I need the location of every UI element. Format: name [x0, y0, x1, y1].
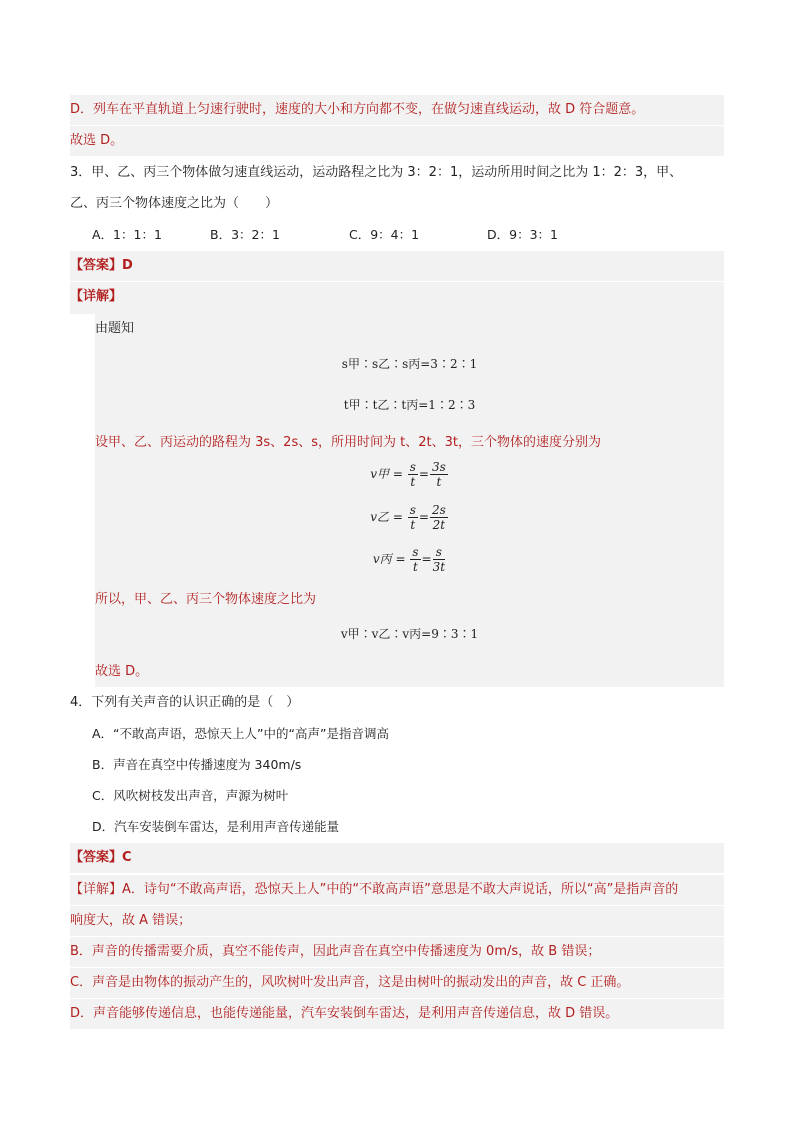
q3-v1-equation: v甲 = $\frac{s}{t}$ = $\frac{3s}{t}$ — [370, 460, 446, 489]
prev-conclusion: 故选 D。 — [70, 126, 724, 156]
q4-detail-b: B．声音的传播需要介质，真空不能传声，因此声音在真空中传播速度为 0m/s，故 B 错误； — [70, 937, 724, 967]
q3-v1-rhs-fraction: $\frac{3s}{t}$ — [431, 460, 446, 489]
q3-option-d: D．9：3：1 — [487, 227, 558, 242]
q3-v3-lhs: v丙 — [372, 552, 392, 566]
q4-option-a: A．“不敢高声语，恐惊天上人”中的“高声”是指音调高 — [92, 726, 389, 741]
q3-stem-line1: 3．甲、乙、丙三个物体做匀速直线运动，运动路程之比为 3：2：1，运动所用时间之比为 1：2：3，甲、 — [70, 165, 683, 180]
q4-detail-line2: 响度大，故 A 错误； — [70, 906, 724, 936]
q3-option-a: A．1：1：1 — [92, 227, 162, 242]
q3-answer: 【答案】D — [70, 251, 724, 281]
q3-given: 由题知 — [95, 321, 135, 336]
q4-option-c: C．风吹树枝发出声音，声源为树叶 — [92, 788, 289, 803]
q3-setup: 设甲、乙、丙运动的路程为 3s、2s、s，所用时间为 t、2t、3t，三个物体的速度分别为 — [95, 435, 601, 450]
q3-detail-label: 【详解】 — [70, 282, 724, 314]
q3-v2-rhs-fraction: $\frac{2s}{2t}$ — [431, 503, 446, 532]
q4-detail-line1: 【详解】A．诗句“不敢高声语，恐惊天上人”中的“不敢高声语”意思是不敢大声说话，所以“高”是指声音的 — [70, 875, 724, 905]
q3-option-c: C．9：4：1 — [349, 227, 420, 242]
q3-stem-line2: 乙、丙三个物体速度之比为（ ） — [70, 196, 279, 211]
q4-option-b: B．声音在真空中传播速度为 340m/s — [92, 757, 302, 772]
q3-v3-rhs-fraction: $\frac{s}{3t}$ — [432, 545, 446, 574]
q3-v3-mid-fraction: $\frac{s}{t}$ — [412, 545, 419, 574]
q3-ratio-v: v甲∶v乙∶v丙=9∶3∶1 — [340, 627, 479, 641]
q4-detail-d: D．声音能够传递信息，也能传递能量，汽车安装倒车雷达，是利用声音传递信息，故 D 错误。 — [70, 999, 724, 1029]
q3-v2-lhs: v乙 — [370, 510, 390, 524]
q3-v3-equation: v丙 = $\frac{s}{t}$ = $\frac{s}{3t}$ — [372, 545, 446, 574]
q3-ratio-t: t甲∶t乙∶t丙=1∶2∶3 — [343, 398, 476, 412]
q4-detail-c: C．声音是由物体的振动产生的，风吹树叶发出声音，这是由树叶的振动发出的声音，故 C 正确。 — [70, 968, 724, 998]
prev-option-d-explanation: D．列车在平直轨道上匀速行驶时，速度的大小和方向都不变，在做匀速直线运动，故 D 符合题意。 — [70, 95, 724, 125]
q3-v2-mid-fraction: $\frac{s}{t}$ — [409, 503, 416, 532]
q3-therefore: 所以，甲、乙、丙三个物体速度之比为 — [95, 592, 317, 607]
q3-v2-equation: v乙 = $\frac{s}{t}$ = $\frac{2s}{2t}$ — [370, 503, 446, 532]
q3-v1-mid-fraction: $\frac{s}{t}$ — [409, 460, 416, 489]
q3-option-b: B．3：2：1 — [210, 227, 280, 242]
q3-ratio-s: s甲∶s乙∶s丙=3∶2∶1 — [341, 357, 478, 371]
q4-stem: 4．下列有关声音的认识正确的是（ ） — [70, 695, 300, 710]
q3-v1-lhs: v甲 — [370, 467, 390, 481]
q4-option-d: D．汽车安装倒车雷达，是利用声音传递能量 — [92, 819, 340, 834]
q3-conclusion: 故选 D。 — [95, 664, 149, 679]
q4-answer: 【答案】C — [70, 843, 724, 873]
